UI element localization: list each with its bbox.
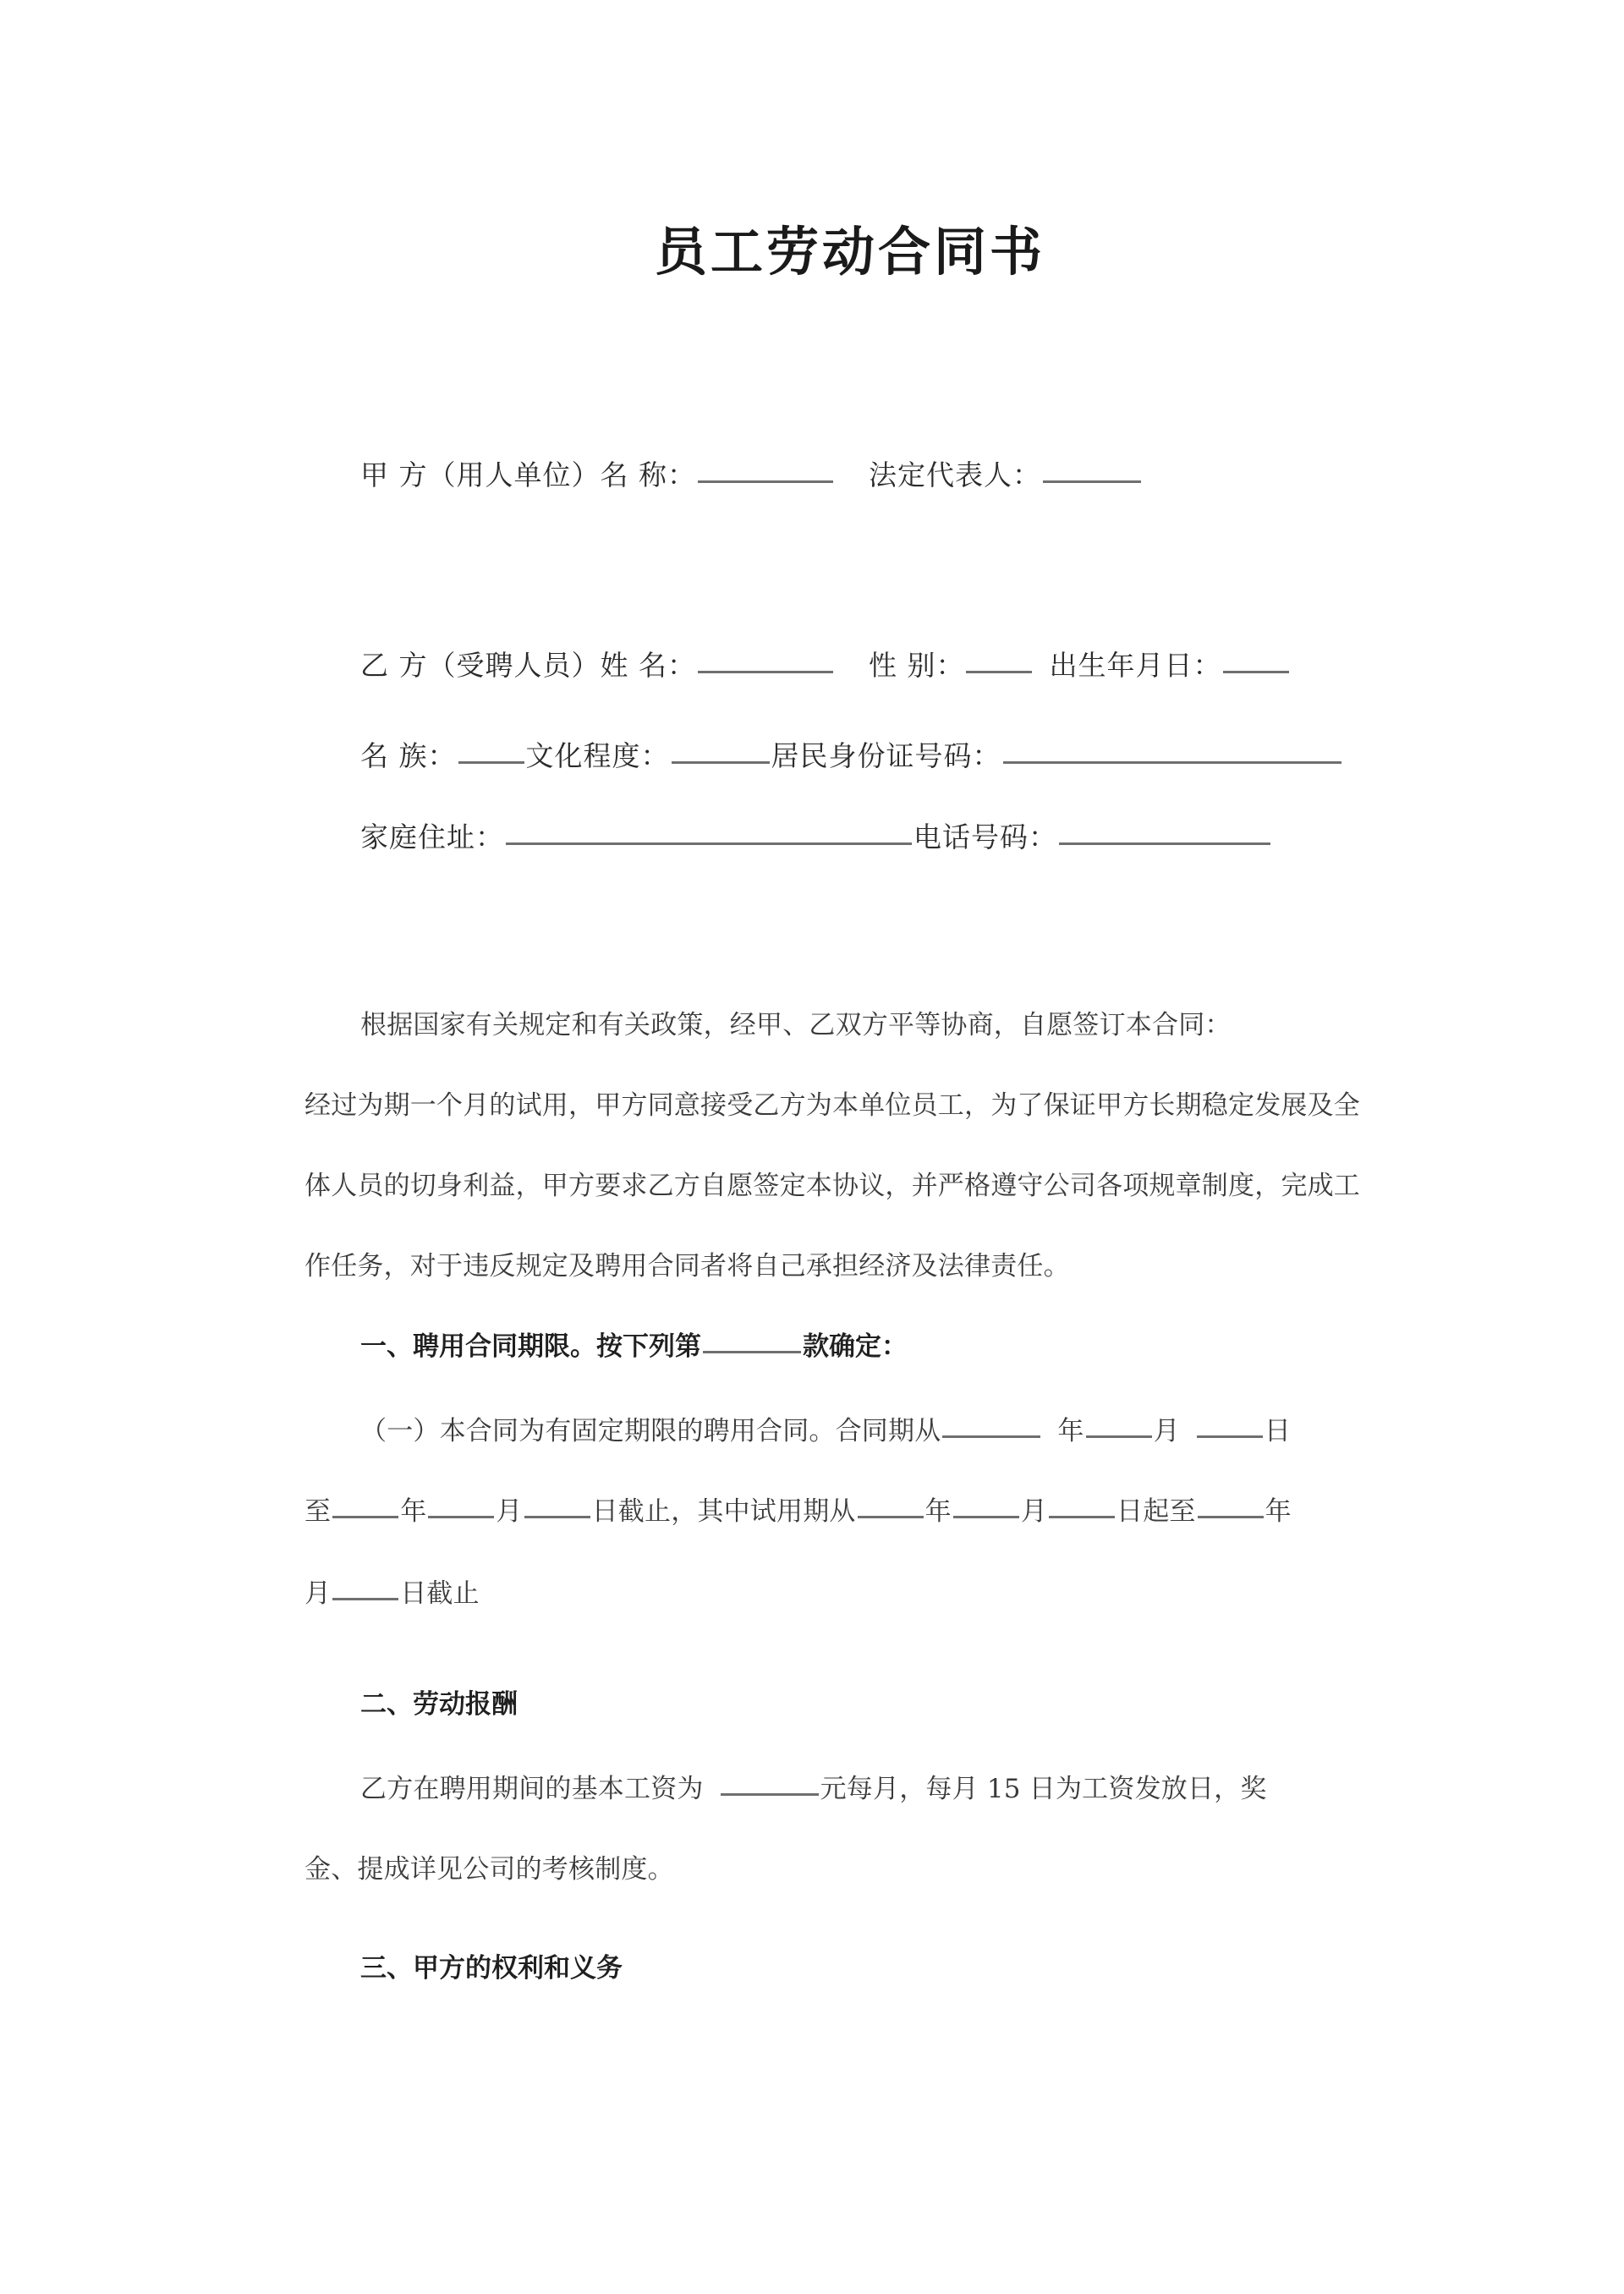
section-1-item-1-line-3 — [304, 1575, 1396, 1612]
party-b-address-label: 家庭住址： — [360, 820, 504, 853]
probation-start-day-blank[interactable] — [1049, 1497, 1115, 1518]
contract-end-month-blank[interactable] — [428, 1497, 494, 1518]
party-b-name-label: 乙 方（受聘人员）姓 名： — [360, 649, 696, 682]
party-a-name-blank[interactable] — [698, 462, 833, 483]
party-b-line-1 — [304, 647, 1396, 684]
party-a-line — [304, 457, 1396, 494]
probation-start-year-unit: 年 — [924, 1496, 952, 1527]
contract-start-year-unit: 年 — [1057, 1416, 1084, 1446]
party-b-phone-label: 电话号码： — [914, 820, 1057, 853]
party-b-gender-blank[interactable] — [966, 652, 1032, 673]
party-b-address-blank[interactable] — [506, 824, 912, 845]
preamble-line-1 — [304, 1007, 1396, 1044]
section-3-heading-text: 三、甲方的权利和义务 — [360, 1953, 623, 1984]
section-2-heading-text: 二、劳动报酬 — [360, 1689, 518, 1720]
section-2-line-1 — [304, 1770, 1396, 1808]
contract-start-month-blank[interactable] — [1086, 1417, 1152, 1438]
contract-start-day-blank[interactable] — [1197, 1417, 1263, 1438]
contract-end-day-blank[interactable] — [524, 1497, 590, 1518]
probation-end-tail: 日截止 — [400, 1578, 480, 1609]
contract-end-year-unit: 年 — [400, 1496, 427, 1527]
party-b-birthdate-label: 出生年月日： — [1049, 649, 1222, 682]
preamble-line-2 — [304, 1087, 1396, 1124]
preamble-text-1: 根据国家有关规定和有关政策，经甲、乙双方平等协商，自愿签订本合同： — [360, 1010, 1232, 1040]
party-b-line-2 — [304, 738, 1396, 775]
section-1-item-1-lead: （一）本合同为有固定期限的聘用合同。合同期从 — [360, 1416, 941, 1446]
party-b-gender-label: 性 别： — [868, 649, 965, 682]
page-title: 员工劳动合同书 — [654, 221, 1045, 283]
section-2-line-2 — [304, 1851, 1396, 1888]
document-content — [304, 0, 1396, 2294]
contract-end-month-unit: 月 — [496, 1496, 523, 1527]
party-b-education-blank[interactable] — [672, 743, 770, 764]
party-a-legal-rep-label: 法定代表人： — [868, 458, 1041, 491]
contract-start-year-blank[interactable] — [942, 1417, 1040, 1438]
party-a-legal-rep-blank[interactable] — [1043, 462, 1141, 483]
section-1-heading — [304, 1328, 1396, 1365]
contract-start-day-unit: 日 — [1264, 1416, 1292, 1446]
section-1-heading-suffix: 款确定： — [803, 1331, 908, 1362]
contract-end-lead: 至 — [304, 1496, 332, 1527]
party-b-ethnicity-label: 名 族： — [360, 739, 457, 772]
salary-tail-text: 元每月，每月 15 日为工资发放日，奖 — [820, 1774, 1267, 1804]
party-b-id-label: 居民身份证号码： — [771, 739, 1001, 772]
section-1-heading-prefix: 一、聘用合同期限。按下列第 — [360, 1331, 701, 1362]
contract-end-year-blank[interactable] — [332, 1497, 398, 1518]
probation-to-label: 日起至 — [1116, 1496, 1196, 1527]
party-b-ethnicity-blank[interactable] — [458, 743, 524, 764]
preamble-text-3: 体人员的切身利益，甲方要求乙方自愿签定本协议，并严格遵守公司各项规章制度，完成工 — [304, 1171, 1360, 1201]
party-b-birthdate-blank[interactable] — [1223, 652, 1289, 673]
party-b-education-label: 文化程度： — [525, 739, 670, 772]
probation-start-month-unit: 月 — [1020, 1496, 1048, 1527]
salary-lead-text: 乙方在聘用期间的基本工资为 — [360, 1774, 704, 1804]
salary-bonus-text: 金、提成详见公司的考核制度。 — [304, 1854, 674, 1885]
probation-start-month-blank[interactable] — [953, 1497, 1019, 1518]
preamble-line-4 — [304, 1248, 1396, 1285]
probation-end-year-unit: 年 — [1265, 1496, 1292, 1527]
contract-start-month-unit: 月 — [1153, 1416, 1180, 1446]
party-b-phone-blank[interactable] — [1059, 824, 1270, 845]
party-b-name-blank[interactable] — [698, 652, 833, 673]
section-1-item-1-line-2 — [304, 1493, 1396, 1530]
party-a-name-label: 甲 方（用人单位）名 称： — [360, 458, 696, 491]
section-2-heading — [304, 1686, 1396, 1723]
probation-lead: 日截止，其中试用期从 — [591, 1496, 856, 1527]
party-b-line-3 — [304, 819, 1396, 856]
section-1-item-1-line-1 — [304, 1413, 1396, 1450]
probation-end-year-blank[interactable] — [1198, 1497, 1264, 1518]
preamble-text-2: 经过为期一个月的试用，甲方同意接受乙方为本单位员工，为了保证甲方长期稳定发展及全 — [304, 1090, 1360, 1121]
probation-end-day-blank[interactable] — [332, 1579, 398, 1600]
preamble-text-4: 作任务，对于违反规定及聘用合同者将自己承担经济及法律责任。 — [304, 1251, 1070, 1281]
probation-start-year-blank[interactable] — [858, 1497, 924, 1518]
salary-amount-blank[interactable] — [721, 1775, 819, 1796]
section-1-clause-blank[interactable] — [703, 1332, 801, 1353]
section-3-heading — [304, 1950, 1396, 1987]
party-b-id-blank[interactable] — [1003, 743, 1341, 764]
probation-end-month-unit: 月 — [304, 1578, 332, 1609]
preamble-line-3 — [304, 1167, 1396, 1205]
